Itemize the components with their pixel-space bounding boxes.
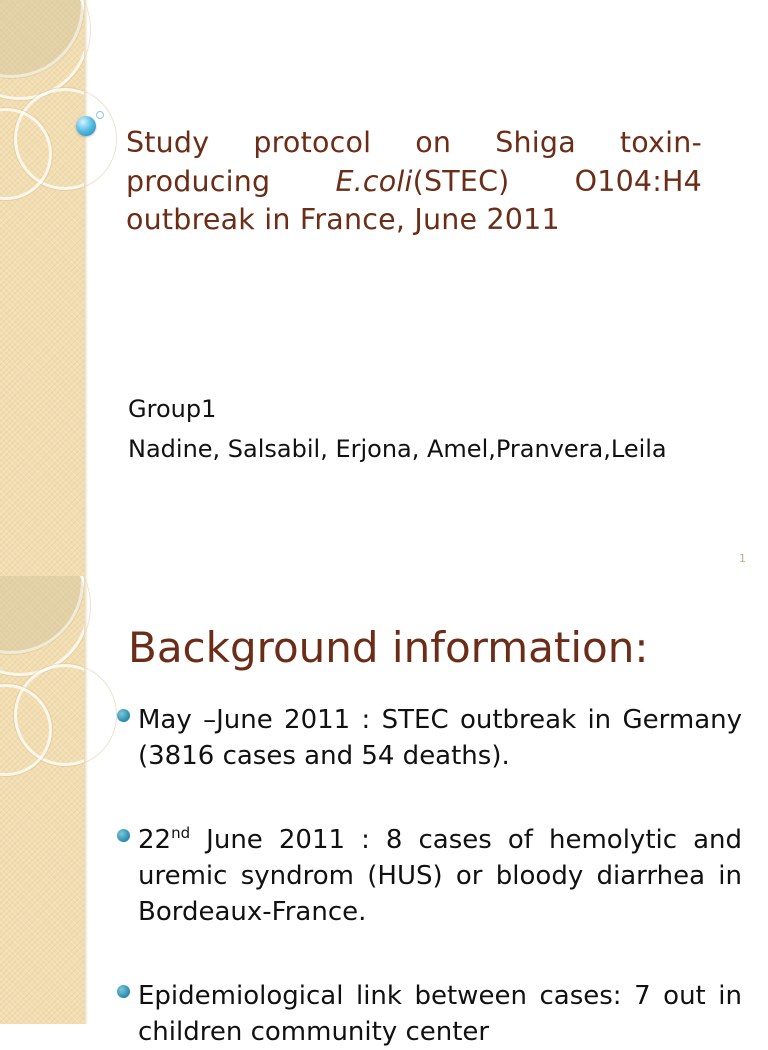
group-label: Group1 bbox=[128, 395, 217, 423]
members-list: Nadine, Salsabil, Erjona, Amel,Pranvera,Leila bbox=[128, 435, 667, 463]
bullet-list bbox=[114, 702, 742, 1050]
strip-edge-shadow bbox=[84, 576, 88, 1024]
bullet-text: Epidemiological link between cases: 7 out in children community center bbox=[138, 981, 742, 1047]
ring-decoration bbox=[0, 576, 90, 676]
list-item bbox=[114, 702, 742, 774]
strip-edge-shadow bbox=[84, 0, 88, 576]
title-italic-organism: E.coli bbox=[335, 164, 413, 198]
title-text-1: Study protocol on Shiga toxin-producing bbox=[126, 126, 702, 198]
bullet-dot-icon bbox=[117, 709, 130, 722]
authors-block bbox=[128, 389, 768, 469]
bullet-text: May –June 2011 : STEC outbreak in Germany (3816 cases and 54 deaths). bbox=[138, 705, 742, 771]
small-ring-icon bbox=[96, 111, 104, 119]
list-item bbox=[114, 822, 742, 930]
slide-number: 1 bbox=[739, 552, 746, 565]
title-text-2: (STEC) O104:H4 outbreak in France, June 2011 bbox=[126, 164, 703, 236]
list-item bbox=[114, 978, 742, 1050]
bullet-dot-icon bbox=[117, 829, 130, 842]
bullet-dot-icon bbox=[117, 985, 130, 998]
blue-bead-icon bbox=[76, 116, 96, 136]
bullet-date-number: 22 bbox=[138, 825, 172, 855]
decorative-side-strip bbox=[0, 576, 84, 1024]
bullet-text: June 2011 : 8 cases of hemolytic and uremic syndrom (HUS) or bloody diarrhea in Bordeaux-France. bbox=[138, 825, 742, 927]
slide-heading: Background information: bbox=[128, 623, 649, 672]
bullet-date-suffix: nd bbox=[171, 824, 191, 842]
decorative-side-strip bbox=[0, 0, 84, 576]
ring-decoration bbox=[0, 0, 90, 100]
slide-title bbox=[126, 124, 702, 240]
